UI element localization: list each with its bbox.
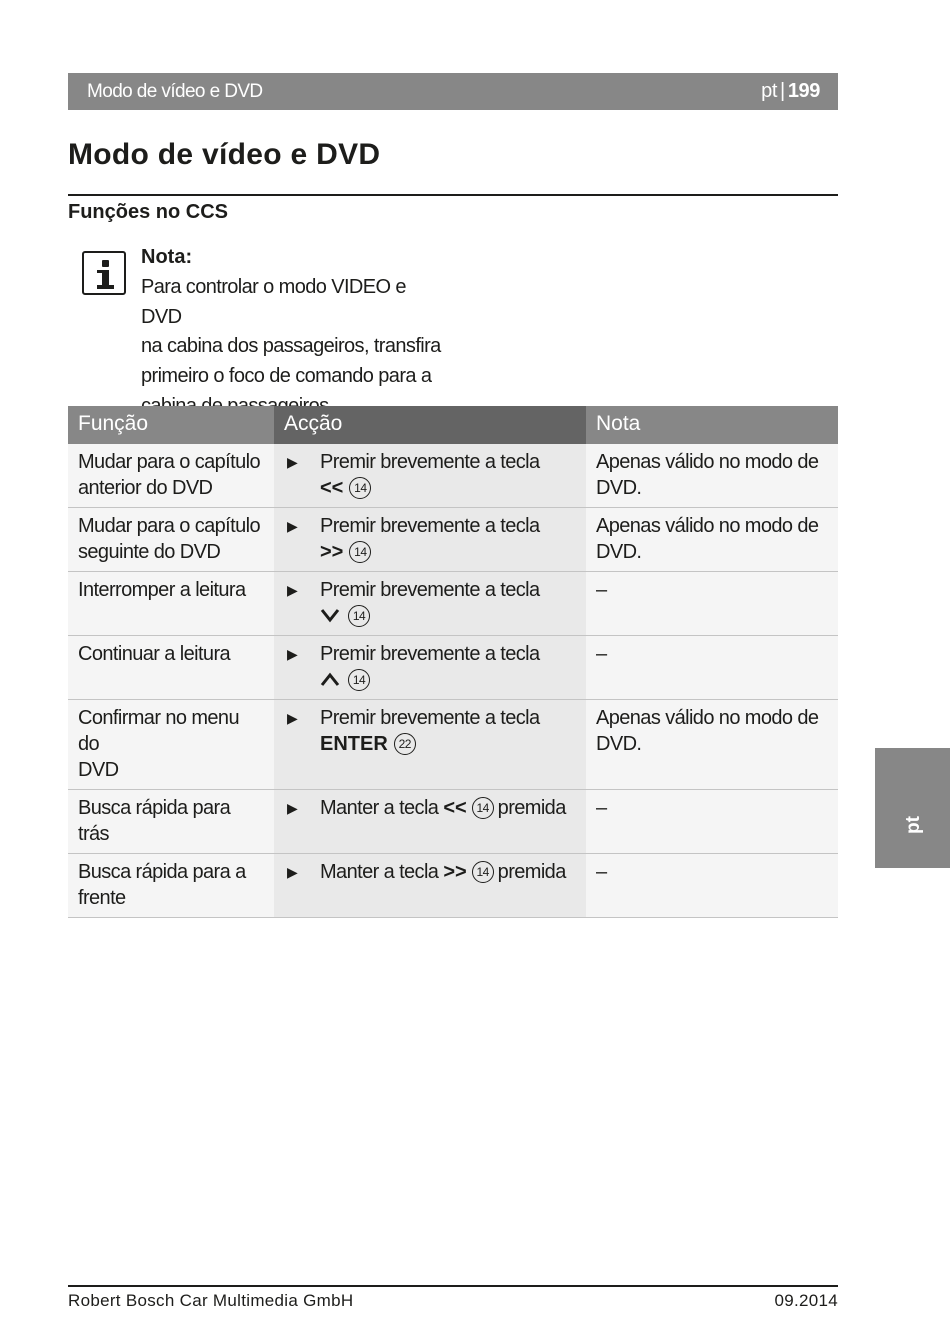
reference-number: 22 xyxy=(394,733,416,755)
header-page-number: pt | 199 xyxy=(761,80,820,102)
cell-note: Apenas válido no modo de DVD. xyxy=(586,508,838,571)
note-title: Nota: xyxy=(141,246,193,268)
cell-note: – xyxy=(586,790,838,853)
cell-action: ▶ Premir brevemente a tecla ENTER 22 xyxy=(274,700,586,789)
cell-note: – xyxy=(586,636,838,699)
cell-function: Mudar para o capítulo seguinte do DVD xyxy=(68,508,274,571)
table-row xyxy=(68,700,838,790)
table-row xyxy=(68,636,838,700)
footer-date: 09.2014 xyxy=(774,1291,838,1310)
note-line: primeiro o foco de comando para a xyxy=(141,365,432,388)
cell-function: Confirmar no menu do DVD xyxy=(68,700,274,789)
cell-function: Continuar a leitura xyxy=(68,636,274,699)
key-label: ENTER xyxy=(320,733,388,755)
footer-company: Robert Bosch Car Multimedia GmbH xyxy=(68,1291,354,1310)
reference-number: 14 xyxy=(348,605,370,627)
cell-action: ▶ Manter a tecla << 14 premida xyxy=(274,790,586,853)
bullet-arrow-icon: ▶ xyxy=(287,454,298,470)
reference-number: 14 xyxy=(349,477,371,499)
header-section-title: Modo de vídeo e DVD xyxy=(87,80,263,102)
functions-table xyxy=(68,406,838,918)
bullet-arrow-icon: ▶ xyxy=(287,646,298,662)
bullet-arrow-icon: ▶ xyxy=(287,710,298,726)
table-row xyxy=(68,572,838,636)
cell-note: – xyxy=(586,572,838,635)
reference-number: 14 xyxy=(472,797,494,819)
note-text xyxy=(141,273,441,422)
cell-action: ▶ Premir brevemente a tecla 14 xyxy=(274,636,586,699)
table-header xyxy=(68,406,838,444)
cell-function: Busca rápida para a frente xyxy=(68,854,274,917)
cell-action: ▶ Premir brevemente a tecla 14 xyxy=(274,572,586,635)
cell-note: Apenas válido no modo de DVD. xyxy=(586,444,838,507)
table-row xyxy=(68,508,838,572)
title-divider xyxy=(68,194,838,196)
cell-function: Mudar para o capítulo anterior do DVD xyxy=(68,444,274,507)
section-subtitle: Funções no CCS xyxy=(68,201,229,223)
cell-note: Apenas válido no modo de DVD. xyxy=(586,700,838,789)
key-label: >> xyxy=(443,861,467,883)
cell-function: Busca rápida para trás xyxy=(68,790,274,853)
chevron-up-icon xyxy=(320,671,340,687)
cell-note: – xyxy=(586,854,838,917)
cell-function: Interromper a leitura xyxy=(68,572,274,635)
header-cell-note: Nota xyxy=(586,406,838,444)
note-line: Para controlar o modo VIDEO e DVD xyxy=(141,276,406,328)
info-icon xyxy=(82,251,126,295)
page-header xyxy=(68,73,838,110)
note-line: na cabina dos passageiros, transfira xyxy=(141,335,441,358)
table-row xyxy=(68,790,838,854)
header-cell-action: Acção xyxy=(274,406,586,444)
reference-number: 14 xyxy=(348,669,370,691)
reference-number: 14 xyxy=(349,541,371,563)
cell-action: ▶ Premir brevemente a tecla << 14 xyxy=(274,444,586,507)
table-row xyxy=(68,854,838,918)
key-label: >> xyxy=(320,541,344,563)
cell-action: ▶ Manter a tecla >> 14 premida xyxy=(274,854,586,917)
language-tab-label: pt xyxy=(903,816,924,834)
language-side-tab xyxy=(875,748,950,868)
key-label: << xyxy=(320,477,344,499)
page-title: Modo de vídeo e DVD xyxy=(68,138,381,171)
bullet-arrow-icon: ▶ xyxy=(287,864,298,880)
table-row xyxy=(68,444,838,508)
bullet-arrow-icon: ▶ xyxy=(287,518,298,534)
reference-number: 14 xyxy=(472,861,494,883)
bullet-arrow-icon: ▶ xyxy=(287,800,298,816)
key-label: << xyxy=(443,797,467,819)
header-cell-function: Função xyxy=(68,406,274,444)
footer-divider xyxy=(68,1285,838,1287)
bullet-arrow-icon: ▶ xyxy=(287,582,298,598)
cell-action: ▶ Premir brevemente a tecla >> 14 xyxy=(274,508,586,571)
chevron-down-icon xyxy=(320,607,340,623)
